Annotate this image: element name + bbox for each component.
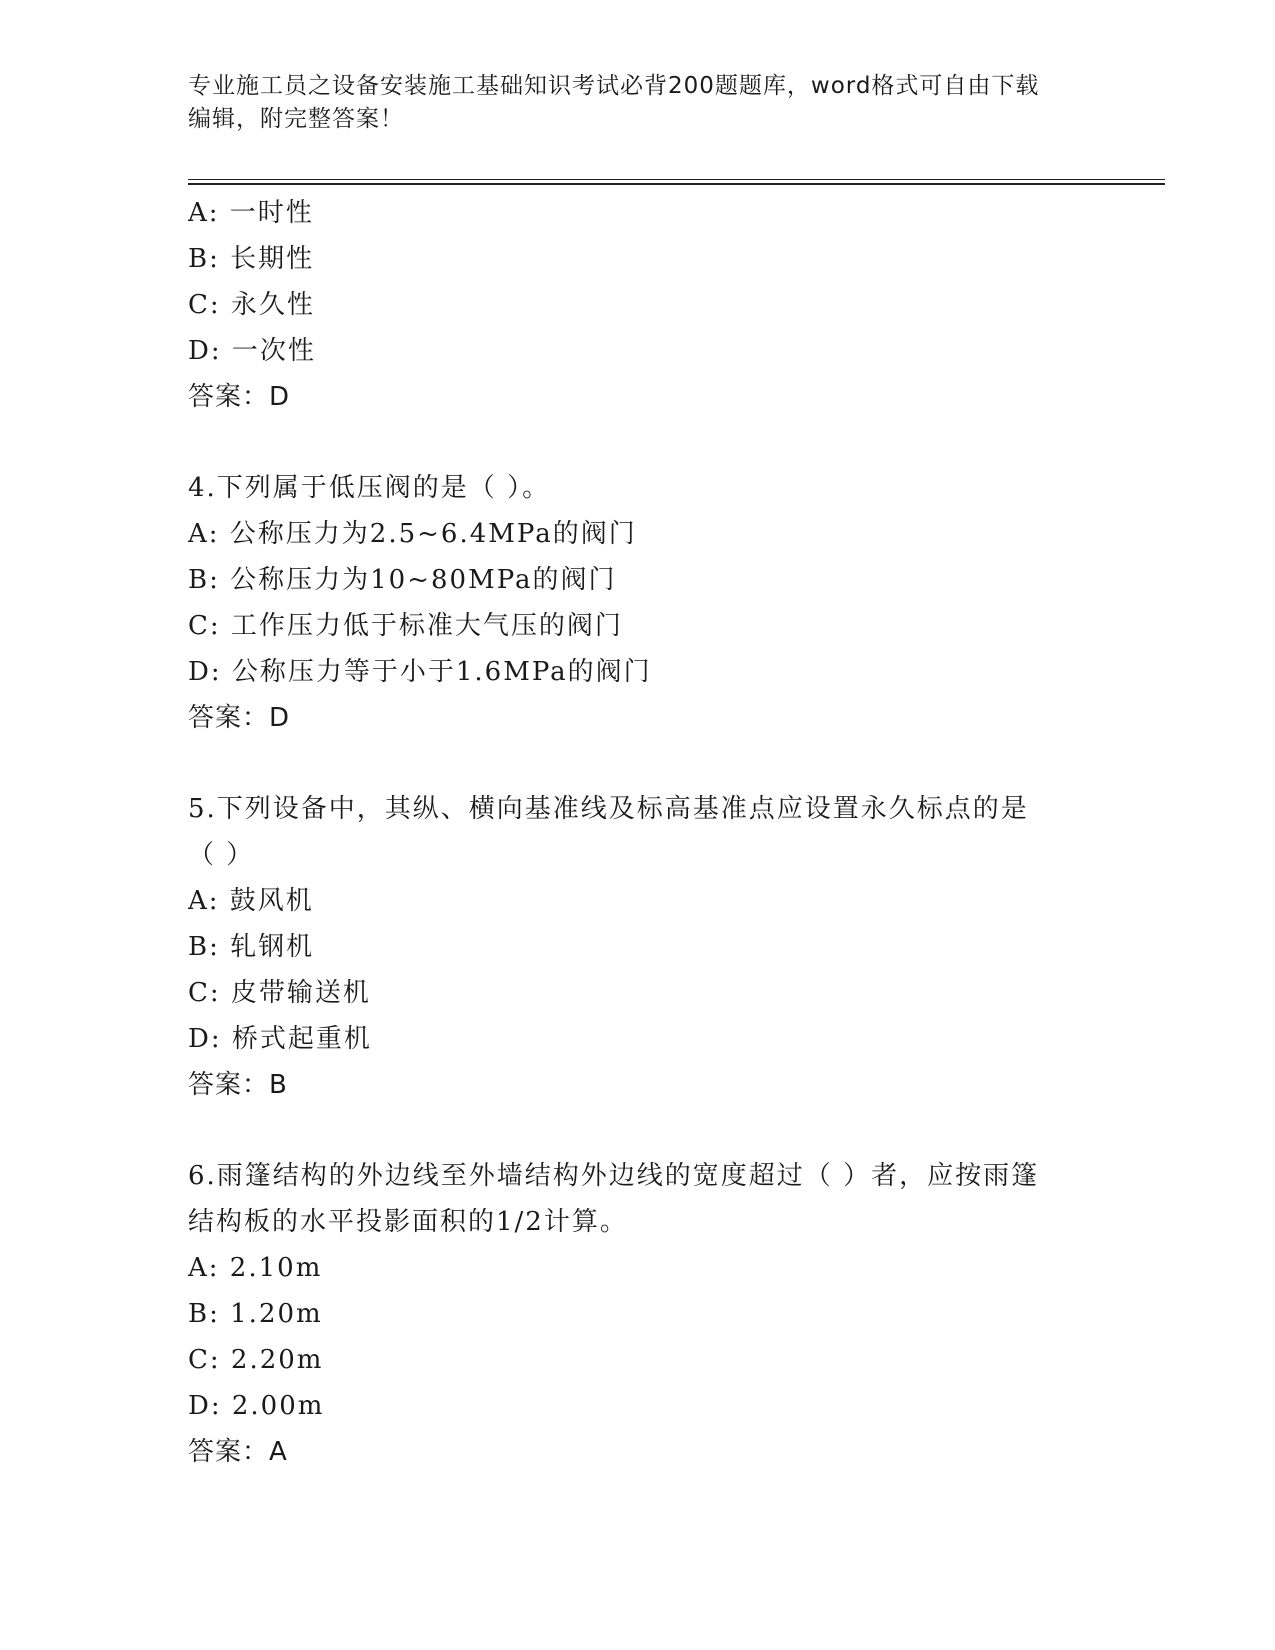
question-4 — [188, 465, 1088, 741]
option-c: C: 2.20m — [188, 1345, 324, 1375]
question-stem-line-2: （ ） — [188, 840, 255, 870]
option-d: D: 一次性 — [188, 336, 316, 366]
spacer — [188, 1108, 1088, 1153]
option-c: C: 工作压力低于标准大气压的阀门 — [188, 611, 623, 641]
option-c: C: 永久性 — [188, 290, 315, 320]
answer-line: 答案：A — [188, 1437, 288, 1467]
option-c: C: 皮带输送机 — [188, 978, 371, 1008]
header-line-1: 专业施工员之设备安装施工基础知识考试必背200题题库，word格式可自由下载 — [188, 73, 1040, 99]
option-d: D: 公称压力等于小于1.6MPa的阀门 — [188, 657, 652, 687]
option-a: A: 公称压力为2.5~6.4MPa的阀门 — [188, 519, 637, 549]
option-a: A: 2.10m — [188, 1253, 323, 1283]
question-stem-line-2: 结构板的水平投影面积的1/2计算。 — [188, 1207, 628, 1237]
question-5 — [188, 786, 1088, 1108]
question-stem-line-1: 6.雨篷结构的外边线至外墙结构外边线的宽度超过（ ）者，应按雨篷 — [188, 1161, 1040, 1191]
document-header — [188, 70, 1078, 136]
option-b: B: 长期性 — [188, 244, 315, 274]
answer-line: 答案：D — [188, 382, 291, 412]
question-stem-line-1: 5.下列设备中，其纵、横向基准线及标高基准点应设置永久标点的是 — [188, 794, 1029, 824]
question-6 — [188, 1153, 1088, 1475]
question-list — [188, 190, 1088, 1475]
spacer — [188, 741, 1088, 786]
option-d: D: 桥式起重机 — [188, 1024, 372, 1054]
header-line-2: 编辑，附完整答案！ — [188, 106, 404, 132]
answer-line: 答案：B — [188, 1070, 288, 1100]
option-b: B: 轧钢机 — [188, 932, 315, 962]
option-d: D: 2.00m — [188, 1391, 325, 1421]
header-divider-thick — [188, 183, 1165, 185]
question-3 — [188, 190, 1088, 420]
option-b: B: 公称压力为10~80MPa的阀门 — [188, 565, 617, 595]
option-a: A: 鼓风机 — [188, 886, 314, 916]
option-a: A: 一时性 — [188, 198, 314, 228]
header-divider-thin — [188, 179, 1165, 180]
question-stem: 4.下列属于低压阀的是（ ）。 — [188, 473, 551, 503]
option-b: B: 1.20m — [188, 1299, 323, 1329]
spacer — [188, 420, 1088, 465]
answer-line: 答案：D — [188, 703, 291, 733]
